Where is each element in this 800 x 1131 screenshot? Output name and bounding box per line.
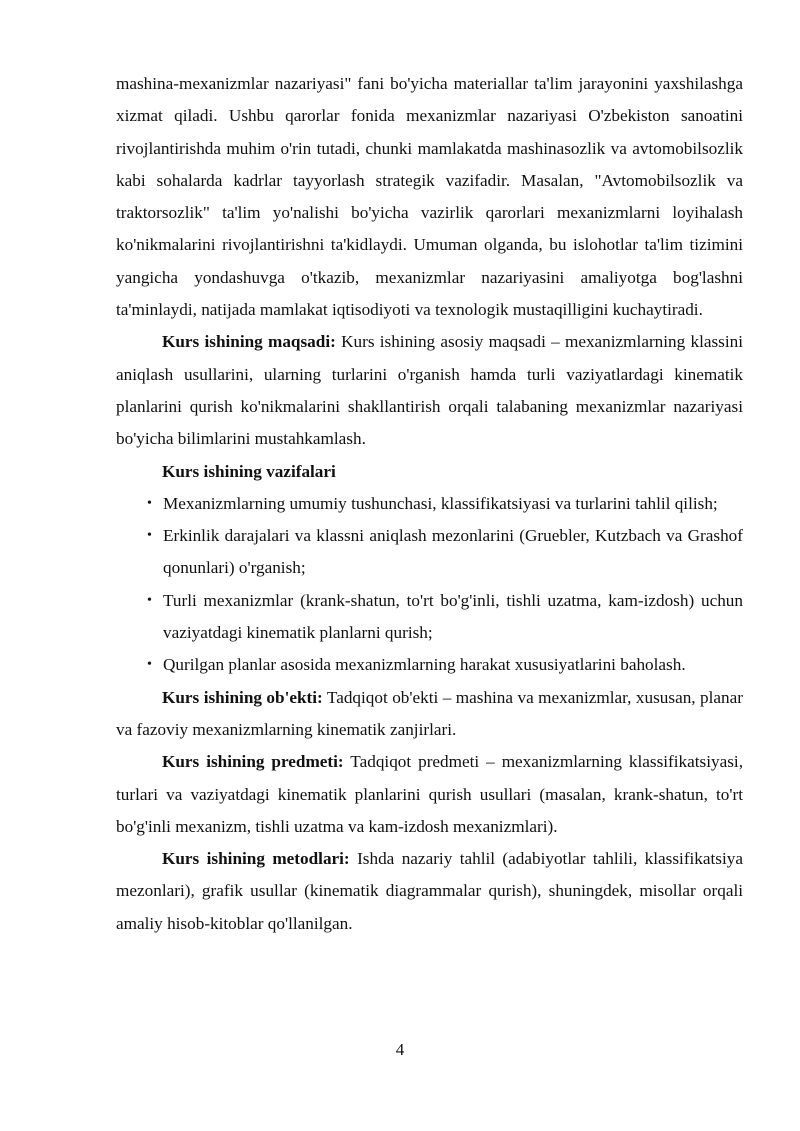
methods-label: Kurs ishining metodlari: (162, 849, 350, 869)
purpose-label: Kurs ishining maqsadi: (162, 332, 336, 352)
object-text: Tadqiqot ob'ekti – mashina va mexanizmlar, xususan, planar va fazoviy mexanizmlarning kinematik zanjirlari. (116, 687, 743, 739)
list-item (116, 649, 743, 681)
list-item (116, 520, 743, 585)
object-paragraph (116, 682, 743, 747)
document-page (116, 68, 743, 940)
tasks-heading: Kurs ishining vazifalari (162, 461, 336, 481)
tasks-list (116, 488, 743, 682)
methods-paragraph (116, 843, 743, 940)
subject-label: Kurs ishining predmeti: (162, 752, 344, 772)
subject-paragraph (116, 746, 743, 843)
bullet-icon: • (147, 592, 152, 608)
bullet-icon: • (147, 657, 152, 673)
purpose-text: Kurs ishining asosiy maqsadi – mexanizmlarning klassini aniqlash usullarini, ularning turlarini o'rganish hamda turli vaziyatlardagi kinematik planlarini qurish ko'nikmalarini shakllantirish orqali talabaning mexanizmlar nazariyasi bo'yicha bilimlarini mustahkamlash. (116, 332, 743, 449)
bullet-icon: • (147, 495, 152, 511)
subject-text: Tadqiqot predmeti – mexanizmlarning klassifikatsiyasi, turlari va vaziyatdagi kinematik planlarini qurish usullari (masalan, krank-shatun, to'rt bo'g'inli mexanizm, tishli uzatma va kam-izdosh mexanizmlari). (116, 752, 744, 836)
task-text: Erkinlik darajalari va klassni aniqlash mezonlarini (Gruebler, Kutzbach va Grashof qonunlari) o'rganish; (163, 526, 743, 578)
methods-text: Ishda nazariy tahlil (adabiyotlar tahlili, klassifikatsiya mezonlari), grafik usullar (kinematik diagrammalar qurish), shuningdek, misollar orqali amaliy hisob-kitoblar qo'llanilgan. (116, 849, 743, 933)
task-text: Mexanizmlarning umumiy tushunchasi, klassifikatsiyasi va turlarini tahlil qilish; (163, 493, 718, 513)
bullet-icon: • (147, 528, 152, 544)
purpose-paragraph (116, 326, 743, 455)
task-text: Qurilgan planlar asosida mexanizmlarning harakat xususiyatlarini baholash. (163, 655, 686, 675)
page-number: 4 (395, 1040, 405, 1059)
list-item (116, 585, 743, 650)
intro-paragraph: mashina-mexanizmlar nazariyasi" fani bo'yicha materiallar ta'lim jarayonini yaxshilashga xizmat qiladi. Ushbu qarorlar fonida mexanizmlar nazariyasi O'zbekiston sanoatini rivojlantirishda muhim o'rin tutadi, chunki mamlakatda mashinasozlik va avtomobilsozlik kabi sohalarda kadrlar tayyorlash strategik vazifadir. Masalan, "Avtomobilsozlik va traktorsozlik" ta'lim yo'nalishi bo'yicha vazirlik qarorlari mexanizmlarni loyihalash ko'nikmalarini rivojlantirishni ta'kidlaydi. Umuman olganda, bu islohotlar ta'lim tizimini yangicha yondashuvga o'tkazib, mexanizmlar nazariyasini amaliyotga bog'lashni ta'minlaydi, natijada mamlakat iqtisodiyoti va texnologik mustaqilligini kuchaytiradi. (116, 74, 743, 320)
object-label: Kurs ishining ob'ekti: (162, 687, 323, 707)
task-text: Turli mexanizmlar (krank-shatun, to'rt bo'g'inli, tishli uzatma, kam-izdosh) uchun vaziyatdagi kinematik planlarni qurish; (163, 590, 743, 643)
list-item (116, 488, 743, 520)
